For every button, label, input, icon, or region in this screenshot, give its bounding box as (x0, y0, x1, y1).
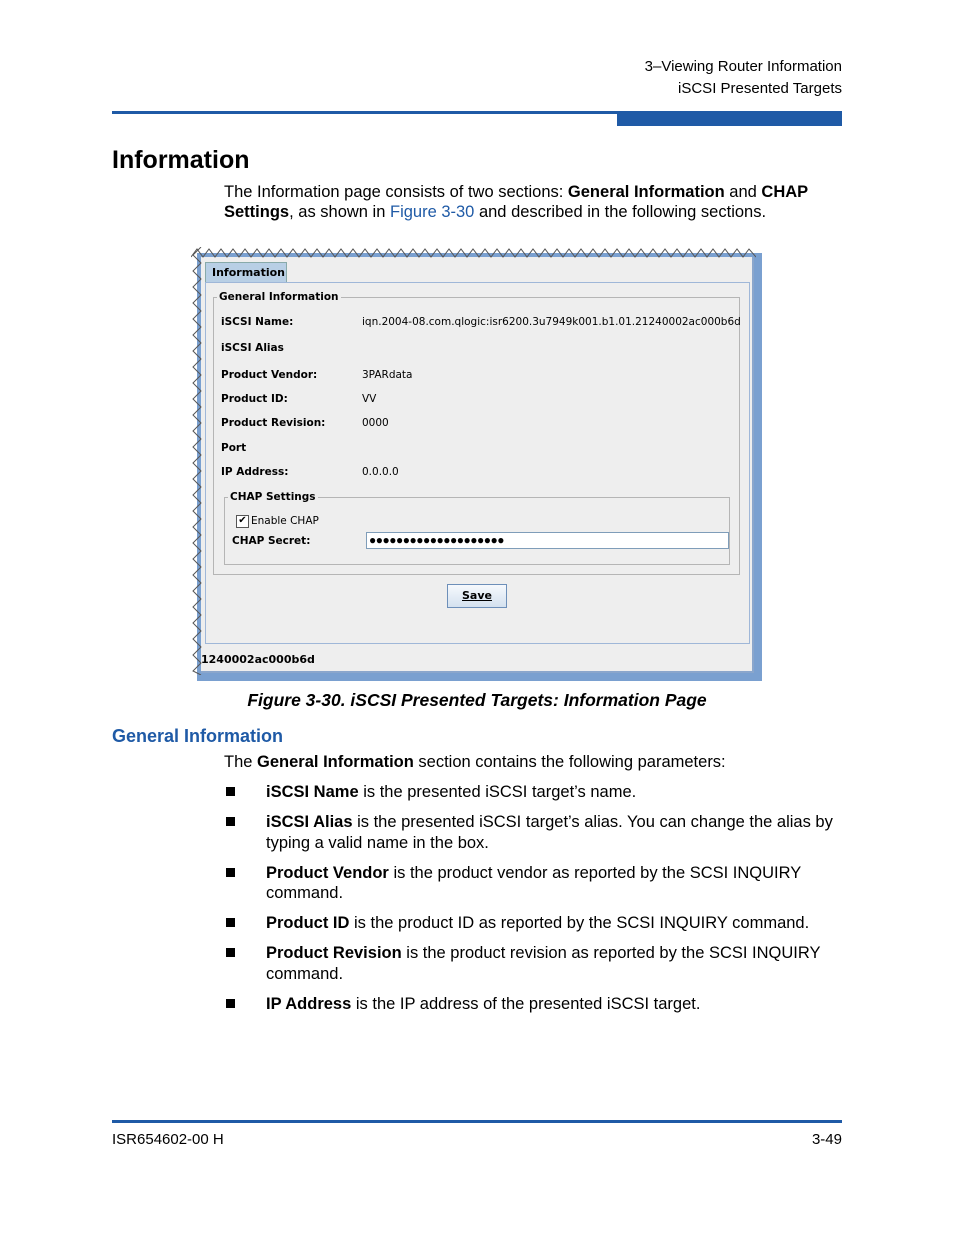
section-text: The (224, 753, 258, 771)
footer-page-number: 3-49 (811, 1131, 842, 1148)
section-heading: General Information (112, 726, 284, 746)
bullet-term: Product ID (266, 914, 350, 932)
field-label-product-revision: Product Revision: (221, 417, 326, 429)
bullet-text: is the presented iSCSI target’s name. (358, 783, 637, 801)
torn-edge-left (191, 247, 203, 675)
bullet-term: Product Vendor (266, 863, 389, 882)
intro-bold-chap: CHAP Settings (224, 183, 808, 221)
intro-text: and described in the following sections. (474, 203, 767, 221)
intro-paragraph (224, 182, 842, 222)
bullet-term: iSCSI Alias (266, 813, 353, 831)
chap-settings-legend: CHAP Settings (230, 491, 316, 503)
bullet-term: IP Address (266, 994, 352, 1013)
intro-text: The Information page consists of two sections: (224, 183, 568, 201)
field-value-product-vendor: 3PARdata (362, 369, 413, 381)
field-value-product-revision: 0000 (362, 417, 389, 429)
header-chapter: 3–Viewing Router Information (644, 58, 842, 75)
list-item (224, 943, 842, 984)
footer-rule (112, 1120, 842, 1123)
bullet-text: is the product revision as reported by the SCSI INQUIRY command. (266, 944, 821, 983)
bullet-square-icon (226, 918, 235, 927)
field-value-iscsi-name: iqn.2004-08.com.qlogic:isr6200.3u7949k001.b1.01.21240002ac000b6d (362, 316, 741, 328)
parameter-list (224, 782, 842, 1024)
enable-chap-label[interactable]: Enable CHAP (251, 515, 319, 527)
bullet-square-icon (226, 948, 235, 957)
intro-text: , as shown in (289, 203, 390, 221)
chap-secret-field[interactable]: ●●●●●●●●●●●●●●●●●●●● (366, 532, 729, 549)
page-title: Information (112, 146, 250, 174)
field-value-product-id: VV (362, 393, 377, 405)
enable-chap-checkbox[interactable] (236, 515, 249, 528)
section-paragraph (224, 752, 726, 772)
list-item (224, 863, 842, 904)
figure-link[interactable]: Figure 3-30 (389, 203, 475, 221)
bullet-text: is the IP address of the presented iSCSI target. (351, 994, 701, 1013)
bullet-square-icon (226, 817, 235, 826)
bullet-square-icon (226, 999, 235, 1008)
field-label-ip-address: IP Address: (221, 466, 289, 478)
field-label-port: Port (221, 442, 247, 454)
torn-edge-top (191, 247, 756, 259)
bullet-text: is the product vendor as reported by the SCSI INQUIRY command. (266, 863, 801, 902)
general-information-legend: General Information (219, 291, 339, 303)
bullet-term: Product Revision (266, 944, 402, 962)
chap-secret-label: CHAP Secret: (232, 535, 311, 547)
list-item (224, 812, 842, 853)
section-text: section contains the following parameters: (413, 753, 726, 771)
bullet-text: is the product ID as reported by the SCSI INQUIRY command. (349, 914, 810, 932)
checkmark-icon: ✔ (238, 515, 247, 526)
intro-bold-general: General Information (567, 183, 725, 201)
bullet-text: is the presented iSCSI target’s alias. You can change the alias by typing a valid name in the box. (266, 813, 833, 852)
save-button[interactable]: Save (447, 584, 507, 608)
chap-settings-group (224, 497, 730, 565)
status-bar-text: 1240002ac000b6d (201, 653, 315, 666)
field-label-iscsi-alias: iSCSI Alias (221, 342, 284, 354)
list-item (224, 994, 842, 1015)
intro-text: and (724, 183, 762, 201)
bullet-term: iSCSI Name (266, 783, 359, 801)
header-section: iSCSI Presented Targets (678, 80, 842, 97)
bullet-square-icon (226, 787, 235, 796)
bullet-square-icon (226, 868, 235, 877)
figure-caption: Figure 3-30. iSCSI Presented Targets: Information Page (247, 690, 707, 710)
field-label-product-id: Product ID: (221, 393, 288, 405)
footer-doc-id: ISR654602-00 H (112, 1131, 224, 1148)
tab-information[interactable]: Information (205, 262, 287, 282)
header-rule-block (617, 111, 842, 126)
field-label-iscsi-name: iSCSI Name: (221, 316, 294, 328)
list-item (224, 913, 842, 934)
list-item (224, 782, 842, 803)
field-value-ip-address: 0.0.0.0 (362, 466, 399, 478)
field-label-product-vendor: Product Vendor: (221, 369, 318, 381)
section-bold-term: General Information (257, 753, 414, 771)
